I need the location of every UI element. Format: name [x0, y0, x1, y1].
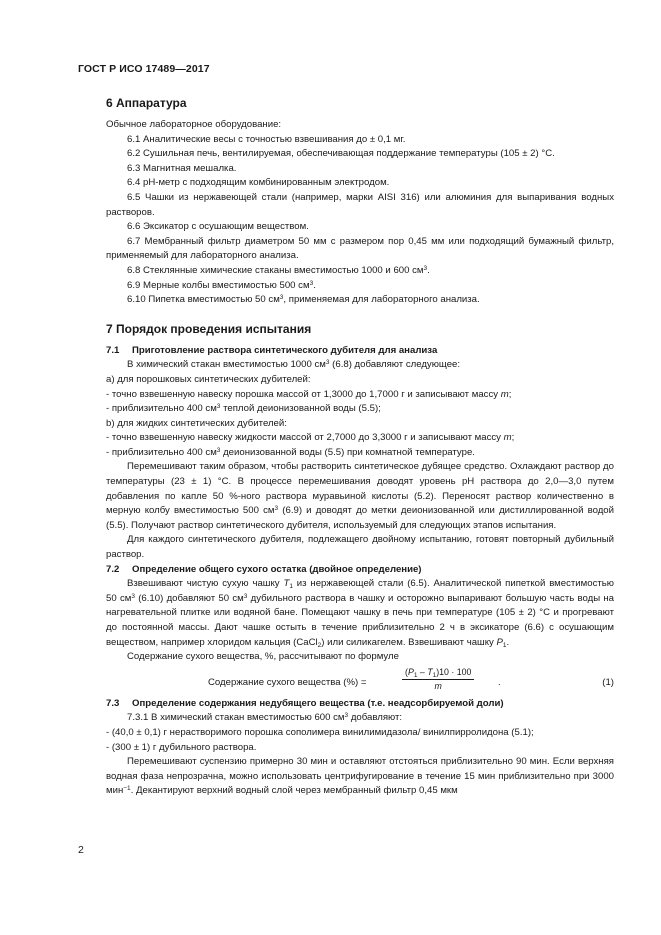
formula-label: Содержание сухого вещества (%) =: [208, 676, 367, 688]
s71-line-7: - приблизительно 400 $см^3$ деионизованной воды (5.5) при комнатной температуре.: [106, 446, 475, 458]
item-6-5: 6.5 Чашки из нержавеющей стали (например, марки AISI 316) или алюминия для выпаривания водных растворов.: [106, 191, 614, 218]
item-6-10: 6.10 Пипетка вместимостью 50 $см^3$, применяемая для лабораторного анализа.: [127, 294, 480, 306]
item-6-9: 6.9 Мерные колбы вместимостью 500 $см^3$.: [127, 279, 316, 291]
s71-line-2: а) для порошковых синтетических дубителей:: [106, 373, 311, 385]
formula-number: (1): [602, 676, 614, 688]
s72-paragraph-1: Взвешивают чистую сухую чашку $T_1$ из нержавеющей стали (6.5). Аналитической пипеткой вместимостью 50 $см^3$ (6.10) добавляют 50 $см^3$ дубильного раствора в чашку и осторожно выпаривают большую часть воды на нагревательной плитке или водяной бане. Помещают чашку в печь при температуре (105 ± 2) °С и прогревают до постоянной массы. Дают чашке остыть в течение приблизительно 2 ч в эксикаторе (6.6) с осушающим веществом, например хлоридом кальция (CaCl$_2$) или силикагелем. Взвешивают чашку $P_1$.: [106, 578, 614, 649]
formula-denominator: m: [434, 680, 442, 691]
subsection-7-1-title: 7.1 Приготовление раствора синтетического дубителя для анализа: [106, 344, 438, 356]
s71-line-1: В химический стакан вместимостью 1000 $см^3$ (6.8) добавляют следующее:: [127, 359, 461, 371]
item-6-8: 6.8 Стеклянные химические стаканы вместимостью 1000 и 600 $см^3$.: [127, 264, 430, 276]
item-6-1: 6.1 Аналитические весы с точностью взвешивания до ± 0,1 мг.: [127, 133, 406, 145]
s71-line-6: - точно взвешенную навеску жидкости массой от 2,7000 до 3,3000 г и записывают массу m;: [106, 432, 515, 444]
item-6-6: 6.6 Эксикатор с осушающим веществом.: [127, 221, 309, 233]
subsection-7-2-title: 7.2 Определение общего сухого остатка (двойное определение): [106, 563, 422, 575]
page-number: 2: [78, 844, 84, 856]
s71-paragraph-1: Перемешивают таким образом, чтобы растворить синтетическое дубящее средство. Охлаждают раствор до температуры (23 ± 1) °С. В процессе перемешивания доводят уровень рН раствора до 2,0—3,0 путем добавления по капле 50 %-ного раствора муравьиной кислоты (5.2). Переносят раствор количественно в мерную колбу вместимостью 500 $см^3$ (6.9) и доводят до метки деионизованной или дистиллированной водой (5.5). Получают раствор синтетического дубителя, используемый для следующих этапов испытания.: [106, 461, 614, 531]
s73-paragraph-1: Перемешивают суспензию примерно 30 мин и оставляют отстояться приблизительно 90 мин. Если верхняя водная фаза непрозрачна, можно использовать центрифугирование в течение 15 мин приблизительно при 3000 мин$^{-1}$. Декантируют верхний водный слой через мембранный фильтр 0,45 мкм: [106, 756, 614, 797]
formula-period: .: [498, 676, 501, 688]
document-header: ГОСТ Р ИСО 17489—2017: [78, 63, 210, 75]
item-6-2: 6.2 Сушильная печь, вентилируемая, обеспечивающая поддержание температуры (105 ± 2) °С.: [127, 148, 555, 160]
subsection-7-3-title: 7.3 Определение содержания недубящего вещества (т.е. неадсорбируемой доли): [106, 697, 504, 709]
s71-line-4: - приблизительно 400 $см^3$ теплой деионизованной воды (5.5);: [106, 403, 381, 415]
s73-line-3: - (300 ± 1) г дубильного раствора.: [106, 741, 257, 753]
s71-line-5: b) для жидких синтетических дубителей:: [106, 417, 287, 429]
item-6-7: 6.7 Мембранный фильтр диаметром 50 мм с размером пор 0,45 мм или подходящий бумажный фильтр, применяемый для лабораторного анализа.: [106, 235, 614, 262]
formula-fraction: [402, 667, 474, 692]
s73-line-2: - (40,0 ± 0,1) г нерастворимого порошка сополимера винилимидазола/ винилпирролидона (5.1);: [106, 726, 534, 738]
s71-line-3: - точно взвешенную навеску порошка массой от 1,3000 до 1,7000 г и записывают массу m;: [106, 388, 512, 400]
document-body: [106, 88, 614, 799]
section-6-title: 6 Аппаратура: [106, 96, 187, 110]
item-6-4: 6.4 рН-метр с подходящим комбинированным электродом.: [127, 177, 390, 189]
formula-1: [106, 667, 614, 695]
sec6-intro: Обычное лабораторное оборудование:: [106, 119, 282, 130]
section-7-title: 7 Порядок проведения испытания: [106, 321, 312, 336]
item-6-3: 6.3 Магнитная мешалка.: [127, 162, 237, 174]
formula-numerator: $(P_1 - T_1)10 \cdot 100$: [402, 667, 474, 680]
s72-paragraph-2: Содержание сухого вещества, %, рассчитывают по формуле: [127, 651, 399, 663]
s71-paragraph-2: Для каждого синтетического дубителя, подлежащего двойному испытанию, готовят повторный дубильный раствор.: [106, 534, 614, 561]
s73-line-1: 7.3.1 В химический стакан вместимостью 600 $см^3$ добавляют:: [127, 712, 403, 724]
